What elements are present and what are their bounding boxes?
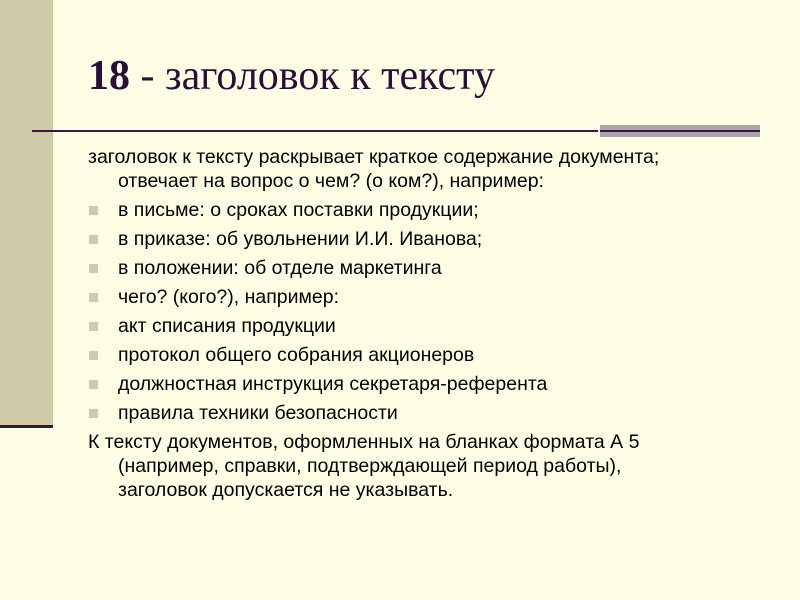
list-item	[88, 227, 768, 251]
closing-paragraph	[88, 430, 768, 502]
title-text: - заголовок к тексту	[130, 53, 495, 99]
list-item	[88, 372, 768, 396]
list-item	[88, 401, 768, 425]
list-item	[88, 198, 768, 222]
list-item-text: должностная инструкция секретаря-референта	[118, 373, 548, 395]
sidebar-underline	[0, 425, 53, 428]
list-item	[88, 343, 768, 367]
title-number: 18	[88, 53, 130, 99]
slide-body	[88, 145, 768, 507]
square-bullet-icon	[89, 264, 98, 273]
square-bullet-icon	[89, 293, 98, 302]
list-item-text: в письме: о сроках поставки продукции;	[118, 199, 479, 221]
closing-line-1: К тексту документов, оформленных на бланках формата А 5	[88, 431, 640, 453]
closing-line-2: (например, справки, подтверждающей период работы),	[118, 455, 622, 477]
decorative-sidebar	[0, 0, 53, 427]
slide-title	[88, 52, 495, 100]
list-item-text: правила техники безопасности	[118, 402, 398, 424]
square-bullet-icon	[89, 409, 98, 418]
square-bullet-icon	[89, 351, 98, 360]
list-item	[88, 256, 768, 280]
list-item-text: акт списания продукции	[118, 315, 336, 337]
list-item-text: чего? (кого?), например:	[118, 286, 340, 308]
list-item-text: в положении: об отделе маркетинга	[118, 257, 442, 279]
divider-accent-line	[600, 130, 760, 132]
intro-line-2: отвечает на вопрос о чем? (о ком?), например:	[118, 170, 544, 192]
list-item-text: в приказе: об увольнении И.И. Иванова;	[118, 228, 483, 250]
intro-line-1: заголовок к тексту раскрывает краткое содержание документа;	[88, 146, 660, 168]
list-item	[88, 314, 768, 338]
square-bullet-icon	[89, 206, 98, 215]
intro-paragraph	[88, 145, 768, 193]
list-item-text: протокол общего собрания акционеров	[118, 344, 475, 366]
list-item	[88, 285, 768, 309]
closing-line-3: заголовок допускается не указывать.	[118, 479, 454, 501]
title-divider	[32, 130, 598, 132]
square-bullet-icon	[89, 380, 98, 389]
square-bullet-icon	[89, 235, 98, 244]
square-bullet-icon	[89, 322, 98, 331]
